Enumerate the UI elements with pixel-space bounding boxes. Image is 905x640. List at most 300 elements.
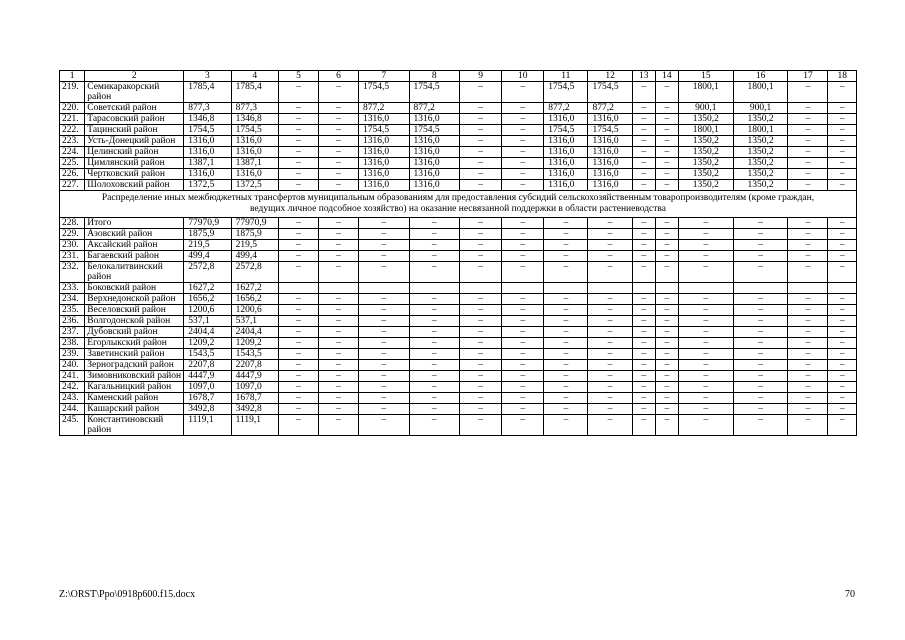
value-cell: – xyxy=(588,294,632,305)
value-cell: 1316,0 xyxy=(409,114,460,125)
value-cell: – xyxy=(632,147,655,158)
district-name-cell: Константиновский район xyxy=(85,415,184,436)
value-cell: 1785,4 xyxy=(184,82,231,103)
value-cell: – xyxy=(632,349,655,360)
value-cell: – xyxy=(318,240,358,251)
value-cell: – xyxy=(632,218,655,229)
value-cell: – xyxy=(409,415,460,436)
table-row xyxy=(60,229,857,240)
value-cell: – xyxy=(788,305,828,316)
value-cell: 1875,9 xyxy=(184,229,231,240)
column-number-cell: 4 xyxy=(231,71,278,82)
value-cell: – xyxy=(733,240,788,251)
row-number-cell: 235. xyxy=(60,305,85,316)
row-number-cell: 234. xyxy=(60,294,85,305)
value-cell: – xyxy=(502,147,544,158)
value-cell: – xyxy=(655,180,678,191)
value-cell: – xyxy=(502,360,544,371)
value-cell: – xyxy=(278,382,318,393)
value-cell: – xyxy=(632,338,655,349)
value-cell: – xyxy=(679,251,734,262)
value-cell: 1800,1 xyxy=(733,125,788,136)
value-cell: – xyxy=(733,251,788,262)
table-row xyxy=(60,180,857,191)
value-cell: – xyxy=(544,305,588,316)
value-cell: – xyxy=(502,371,544,382)
value-cell: – xyxy=(679,316,734,327)
value-cell: 1875,9 xyxy=(231,229,278,240)
value-cell: 2207,8 xyxy=(231,360,278,371)
section-row xyxy=(60,191,857,218)
value-cell: – xyxy=(588,251,632,262)
value-cell: – xyxy=(544,218,588,229)
value-cell: – xyxy=(358,338,409,349)
value-cell: 1316,0 xyxy=(409,136,460,147)
value-cell: – xyxy=(409,251,460,262)
value-cell: – xyxy=(679,360,734,371)
row-number-cell: 230. xyxy=(60,240,85,251)
value-cell: – xyxy=(655,360,678,371)
value-cell: – xyxy=(409,305,460,316)
district-name-cell: Чертковский район xyxy=(85,169,184,180)
value-cell: 1209,2 xyxy=(231,338,278,349)
value-cell: – xyxy=(733,327,788,338)
value-cell: 1350,2 xyxy=(733,169,788,180)
value-cell: – xyxy=(733,393,788,404)
row-number-cell: 220. xyxy=(60,103,85,114)
value-cell: 1119,1 xyxy=(231,415,278,436)
value-cell: – xyxy=(655,305,678,316)
value-cell: – xyxy=(588,240,632,251)
value-cell: – xyxy=(828,240,857,251)
value-cell: 219,5 xyxy=(231,240,278,251)
value-cell: – xyxy=(632,251,655,262)
value-cell: – xyxy=(460,404,502,415)
value-cell: 1316,0 xyxy=(588,147,632,158)
value-cell: – xyxy=(278,349,318,360)
row-number-cell: 226. xyxy=(60,169,85,180)
value-cell: – xyxy=(460,136,502,147)
row-number-cell: 233. xyxy=(60,283,85,294)
value-cell: – xyxy=(409,240,460,251)
value-cell: – xyxy=(278,294,318,305)
value-cell: – xyxy=(318,349,358,360)
table-row xyxy=(60,82,857,103)
value-cell: – xyxy=(655,404,678,415)
column-number-cell: 15 xyxy=(679,71,734,82)
value-cell: 900,1 xyxy=(733,103,788,114)
value-cell: – xyxy=(828,229,857,240)
value-cell: – xyxy=(828,404,857,415)
data-table xyxy=(59,70,857,436)
value-cell: 1316,0 xyxy=(231,136,278,147)
value-cell: – xyxy=(733,382,788,393)
value-cell: 537,1 xyxy=(184,316,231,327)
value-cell: – xyxy=(788,82,828,103)
value-cell: – xyxy=(679,229,734,240)
column-number-cell: 12 xyxy=(588,71,632,82)
value-cell: 1316,0 xyxy=(358,136,409,147)
value-cell: – xyxy=(460,415,502,436)
value-cell: – xyxy=(278,82,318,103)
value-cell: – xyxy=(278,240,318,251)
value-cell: – xyxy=(679,240,734,251)
value-cell: – xyxy=(828,169,857,180)
value-cell: – xyxy=(632,240,655,251)
district-name-cell: Целинский район xyxy=(85,147,184,158)
value-cell: – xyxy=(788,240,828,251)
value-cell: – xyxy=(358,229,409,240)
value-cell: – xyxy=(544,360,588,371)
value-cell: – xyxy=(460,158,502,169)
value-cell: 1200,6 xyxy=(184,305,231,316)
value-cell: – xyxy=(358,393,409,404)
table-row xyxy=(60,338,857,349)
value-cell xyxy=(544,283,588,294)
value-cell: 1350,2 xyxy=(679,147,734,158)
value-cell: – xyxy=(788,371,828,382)
value-cell: – xyxy=(278,229,318,240)
value-cell: – xyxy=(318,147,358,158)
value-cell: – xyxy=(632,360,655,371)
table-row xyxy=(60,147,857,158)
value-cell: – xyxy=(544,327,588,338)
value-cell: 1316,0 xyxy=(358,114,409,125)
value-cell: – xyxy=(632,103,655,114)
value-cell: 1350,2 xyxy=(679,114,734,125)
value-cell: – xyxy=(655,294,678,305)
value-cell: – xyxy=(655,251,678,262)
value-cell: – xyxy=(788,338,828,349)
district-name-cell: Азовский район xyxy=(85,229,184,240)
value-cell: 1316,0 xyxy=(409,147,460,158)
value-cell: 1097,0 xyxy=(184,382,231,393)
row-number-cell: 228. xyxy=(60,218,85,229)
value-cell: – xyxy=(278,125,318,136)
value-cell xyxy=(409,283,460,294)
value-cell: 1350,2 xyxy=(679,169,734,180)
district-name-cell: Тарасовский район xyxy=(85,114,184,125)
value-cell: 877,2 xyxy=(544,103,588,114)
value-cell: – xyxy=(278,180,318,191)
value-cell: 1627,2 xyxy=(231,283,278,294)
value-cell: – xyxy=(278,169,318,180)
value-cell: – xyxy=(655,327,678,338)
value-cell: – xyxy=(318,382,358,393)
value-cell: 1316,0 xyxy=(544,158,588,169)
column-number-cell: 10 xyxy=(502,71,544,82)
value-cell: 1316,0 xyxy=(544,169,588,180)
value-cell: – xyxy=(588,404,632,415)
value-cell: – xyxy=(788,125,828,136)
value-cell: – xyxy=(632,294,655,305)
table-row xyxy=(60,404,857,415)
value-cell: – xyxy=(502,114,544,125)
value-cell: – xyxy=(788,294,828,305)
value-cell: – xyxy=(278,158,318,169)
value-cell: – xyxy=(544,316,588,327)
value-cell: – xyxy=(828,147,857,158)
value-cell: – xyxy=(588,327,632,338)
value-cell: 1316,0 xyxy=(358,169,409,180)
column-number-cell: 1 xyxy=(60,71,85,82)
table-row xyxy=(60,251,857,262)
value-cell xyxy=(632,283,655,294)
district-name-cell: Усть-Донецкий район xyxy=(85,136,184,147)
value-cell: – xyxy=(655,147,678,158)
value-cell: 1350,2 xyxy=(679,158,734,169)
column-number-cell: 3 xyxy=(184,71,231,82)
district-name-cell: Цимлянский район xyxy=(85,158,184,169)
row-number-cell: 225. xyxy=(60,158,85,169)
value-cell: – xyxy=(788,349,828,360)
table-row xyxy=(60,158,857,169)
row-number-cell: 222. xyxy=(60,125,85,136)
value-cell: – xyxy=(828,82,857,103)
value-cell: – xyxy=(502,415,544,436)
value-cell: 1350,2 xyxy=(679,136,734,147)
value-cell: – xyxy=(655,158,678,169)
value-cell: 877,2 xyxy=(409,103,460,114)
value-cell: – xyxy=(788,251,828,262)
value-cell: – xyxy=(278,393,318,404)
value-cell: 1119,1 xyxy=(184,415,231,436)
row-number-cell: 236. xyxy=(60,316,85,327)
district-name-cell: Зимовниковский район xyxy=(85,371,184,382)
value-cell: – xyxy=(318,393,358,404)
value-cell: – xyxy=(788,158,828,169)
value-cell: – xyxy=(460,169,502,180)
value-cell: – xyxy=(588,349,632,360)
value-cell: 2404,4 xyxy=(231,327,278,338)
value-cell: – xyxy=(318,103,358,114)
value-cell: 1372,5 xyxy=(231,180,278,191)
value-cell: 1316,0 xyxy=(544,147,588,158)
value-cell: – xyxy=(460,360,502,371)
value-cell: – xyxy=(318,404,358,415)
value-cell: 1350,2 xyxy=(679,180,734,191)
district-name-cell: Дубовский район xyxy=(85,327,184,338)
value-cell: – xyxy=(655,82,678,103)
value-cell: 1350,2 xyxy=(733,180,788,191)
table-row xyxy=(60,349,857,360)
value-cell: 1316,0 xyxy=(184,169,231,180)
value-cell: – xyxy=(460,316,502,327)
value-cell: – xyxy=(632,327,655,338)
row-number-cell: 242. xyxy=(60,382,85,393)
value-cell: – xyxy=(358,262,409,283)
value-cell: – xyxy=(460,305,502,316)
value-cell: – xyxy=(460,103,502,114)
table-row xyxy=(60,327,857,338)
value-cell: – xyxy=(544,404,588,415)
value-cell: – xyxy=(655,169,678,180)
value-cell: 1346,8 xyxy=(184,114,231,125)
value-cell: – xyxy=(588,360,632,371)
value-cell: 1387,1 xyxy=(231,158,278,169)
value-cell: – xyxy=(278,103,318,114)
value-cell: – xyxy=(358,349,409,360)
row-number-cell: 231. xyxy=(60,251,85,262)
value-cell: – xyxy=(788,218,828,229)
value-cell: – xyxy=(278,404,318,415)
value-cell: – xyxy=(460,251,502,262)
value-cell: – xyxy=(632,404,655,415)
district-name-cell: Каменский район xyxy=(85,393,184,404)
value-cell: – xyxy=(632,169,655,180)
value-cell: 1678,7 xyxy=(231,393,278,404)
value-cell: – xyxy=(655,218,678,229)
value-cell: – xyxy=(788,393,828,404)
value-cell: – xyxy=(828,180,857,191)
value-cell: – xyxy=(655,114,678,125)
value-cell: – xyxy=(828,305,857,316)
value-cell: – xyxy=(733,229,788,240)
value-cell: – xyxy=(358,404,409,415)
row-number-cell: 239. xyxy=(60,349,85,360)
value-cell: 1627,2 xyxy=(184,283,231,294)
value-cell: – xyxy=(460,382,502,393)
table-row xyxy=(60,169,857,180)
footer-file-path: Z:\ORST\Ppo\0918p600.f15.docx xyxy=(59,589,196,600)
value-cell: – xyxy=(358,360,409,371)
value-cell: – xyxy=(502,338,544,349)
value-cell: – xyxy=(409,382,460,393)
value-cell: 877,2 xyxy=(588,103,632,114)
table-row xyxy=(60,382,857,393)
value-cell: – xyxy=(502,262,544,283)
value-cell: 1316,0 xyxy=(544,180,588,191)
value-cell: – xyxy=(632,305,655,316)
value-cell: – xyxy=(733,218,788,229)
value-cell: 1656,2 xyxy=(231,294,278,305)
value-cell: – xyxy=(733,371,788,382)
value-cell: – xyxy=(655,338,678,349)
value-cell: – xyxy=(318,316,358,327)
value-cell: – xyxy=(828,316,857,327)
value-cell: 4447,9 xyxy=(231,371,278,382)
value-cell xyxy=(679,283,734,294)
value-cell: – xyxy=(679,415,734,436)
value-cell: – xyxy=(632,229,655,240)
value-cell: – xyxy=(679,393,734,404)
value-cell: – xyxy=(544,349,588,360)
value-cell: – xyxy=(828,415,857,436)
value-cell: – xyxy=(655,316,678,327)
value-cell: – xyxy=(588,393,632,404)
value-cell: – xyxy=(544,382,588,393)
value-cell: 77970,9 xyxy=(184,218,231,229)
value-cell: – xyxy=(318,338,358,349)
value-cell: – xyxy=(632,382,655,393)
row-number-cell: 237. xyxy=(60,327,85,338)
value-cell: – xyxy=(409,327,460,338)
value-cell: – xyxy=(460,180,502,191)
value-cell: – xyxy=(502,316,544,327)
value-cell: – xyxy=(409,393,460,404)
value-cell: – xyxy=(318,158,358,169)
value-cell: 1387,1 xyxy=(184,158,231,169)
section-title-cell: Распределение иных межбюджетных трансфертов муниципальным образованиям для предоставления субсидий сельскохозяйственным товаропроизводителям (кроме граждан, ведущих личное подсобное хозяйство) на оказание несвязанной поддержки в области растениеводства xyxy=(60,191,857,218)
value-cell: – xyxy=(278,262,318,283)
column-number-cell: 6 xyxy=(318,71,358,82)
value-cell: – xyxy=(358,327,409,338)
value-cell: – xyxy=(409,360,460,371)
value-cell: – xyxy=(788,404,828,415)
row-number-cell: 232. xyxy=(60,262,85,283)
value-cell: – xyxy=(679,305,734,316)
value-cell xyxy=(655,283,678,294)
value-cell: – xyxy=(788,114,828,125)
value-cell: 1316,0 xyxy=(358,180,409,191)
value-cell: – xyxy=(828,327,857,338)
value-cell: – xyxy=(460,114,502,125)
table-row xyxy=(60,415,857,436)
value-cell: – xyxy=(828,103,857,114)
table-row xyxy=(60,305,857,316)
value-cell: – xyxy=(788,169,828,180)
value-cell: – xyxy=(460,125,502,136)
value-cell: 1316,0 xyxy=(231,169,278,180)
value-cell: – xyxy=(502,125,544,136)
column-number-cell: 9 xyxy=(460,71,502,82)
value-cell: – xyxy=(588,316,632,327)
value-cell: 1372,5 xyxy=(184,180,231,191)
value-cell: 1543,5 xyxy=(231,349,278,360)
value-cell: – xyxy=(409,349,460,360)
value-cell: 1316,0 xyxy=(409,180,460,191)
value-cell: – xyxy=(318,180,358,191)
value-cell: – xyxy=(460,218,502,229)
value-cell: – xyxy=(409,218,460,229)
value-cell: – xyxy=(655,415,678,436)
value-cell: – xyxy=(828,382,857,393)
value-cell: – xyxy=(502,393,544,404)
value-cell: – xyxy=(733,415,788,436)
value-cell: – xyxy=(588,382,632,393)
value-cell: – xyxy=(588,305,632,316)
value-cell: – xyxy=(358,305,409,316)
value-cell: – xyxy=(318,125,358,136)
value-cell: – xyxy=(788,147,828,158)
value-cell: – xyxy=(278,338,318,349)
row-number-cell: 223. xyxy=(60,136,85,147)
value-cell: 1316,0 xyxy=(231,147,278,158)
value-cell: 877,2 xyxy=(358,103,409,114)
value-cell: – xyxy=(588,229,632,240)
value-cell: – xyxy=(655,125,678,136)
value-cell: – xyxy=(632,125,655,136)
column-number-cell: 13 xyxy=(632,71,655,82)
value-cell: – xyxy=(679,349,734,360)
row-number-cell: 221. xyxy=(60,114,85,125)
value-cell: – xyxy=(318,114,358,125)
value-cell: – xyxy=(828,360,857,371)
value-cell: – xyxy=(788,180,828,191)
value-cell: 1316,0 xyxy=(544,114,588,125)
table-row xyxy=(60,316,857,327)
value-cell: – xyxy=(788,316,828,327)
value-cell: – xyxy=(460,349,502,360)
row-number-cell: 243. xyxy=(60,393,85,404)
value-cell xyxy=(502,283,544,294)
column-number-cell: 16 xyxy=(733,71,788,82)
row-number-cell: 238. xyxy=(60,338,85,349)
value-cell: – xyxy=(278,251,318,262)
value-cell: – xyxy=(788,262,828,283)
district-name-cell: Шолоховский район xyxy=(85,180,184,191)
value-cell: – xyxy=(409,338,460,349)
